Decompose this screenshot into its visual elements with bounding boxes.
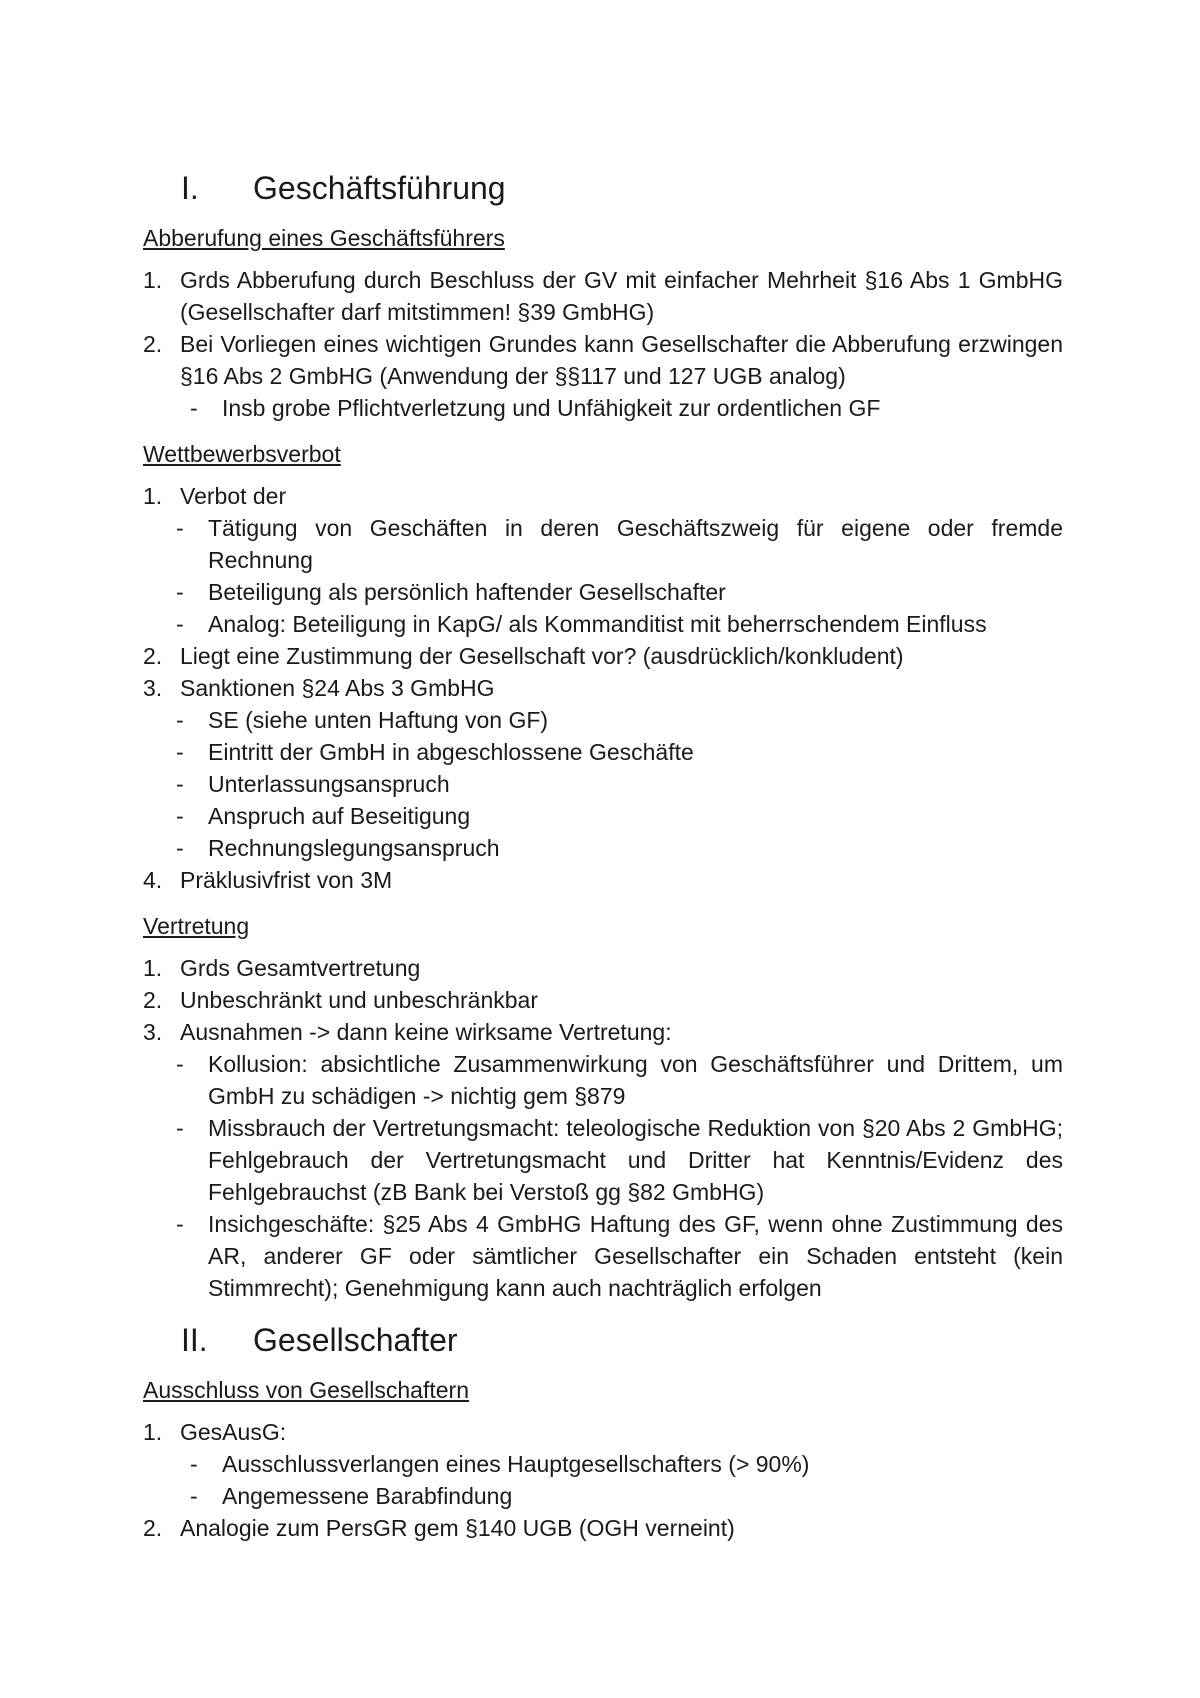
list-number: 1. xyxy=(143,483,163,509)
bullet-item xyxy=(173,576,1063,608)
list-number: 2. xyxy=(143,643,163,669)
bullet-item xyxy=(173,736,1063,768)
bullet-dash: - xyxy=(176,515,184,541)
section-heading xyxy=(181,168,1063,208)
bullet-text: Ausschlussverlangen eines Hauptgesellschafters (> 90%) xyxy=(222,1451,810,1477)
bullet-dash: - xyxy=(190,1483,198,1509)
list-number: 3. xyxy=(143,1019,163,1045)
list-item xyxy=(143,1016,1063,1304)
bullet-list xyxy=(176,704,1063,864)
bullet-item xyxy=(173,1048,1063,1112)
list-item-text: Sanktionen §24 Abs 3 GmbHG xyxy=(180,675,495,701)
list-item-text: Liegt eine Zustimmung der Gesellschaft vor? (ausdrücklich/konkludent) xyxy=(180,643,904,669)
bullet-dash: - xyxy=(190,1451,198,1477)
bullet-list xyxy=(180,392,1063,424)
bullet-text: Analog: Beteiligung in KapG/ als Kommanditist mit beherrschendem Einfluss xyxy=(208,611,987,637)
bullet-dash: - xyxy=(176,835,184,861)
list-item-text: GesAusG: xyxy=(180,1419,287,1445)
list-number: 3. xyxy=(143,675,163,701)
list-number: 4. xyxy=(143,867,163,893)
bullet-dash: - xyxy=(190,395,198,421)
list-item xyxy=(143,864,1063,896)
list-item-text: Bei Vorliegen eines wichtigen Grundes kann Gesellschafter die Abberufung erzwingen §16 Abs 2 GmbHG (Anwendung der §§117 und 127 UGB analog) xyxy=(180,331,1063,389)
list-number: 2. xyxy=(143,987,163,1013)
bullet-text: Anspruch auf Beseitigung xyxy=(208,803,471,829)
numbered-list xyxy=(143,264,1063,424)
list-item xyxy=(143,1416,1063,1512)
list-item xyxy=(143,264,1063,328)
bullet-dash: - xyxy=(176,1051,184,1077)
document-page xyxy=(143,160,1063,1558)
bullet-text: Angemessene Barabfindung xyxy=(222,1483,513,1509)
section-title: Geschäftsführung xyxy=(253,170,506,206)
bullet-dash: - xyxy=(176,771,184,797)
bullet-text: SE (siehe unten Haftung von GF) xyxy=(208,707,549,733)
bullet-list xyxy=(176,1048,1063,1304)
bullet-item xyxy=(173,704,1063,736)
bullet-item xyxy=(187,392,1063,424)
list-item-text: Grds Abberufung durch Beschluss der GV mit einfacher Mehrheit §16 Abs 1 GmbHG (Gesellschafter darf mitstimmen! §39 GmbHG) xyxy=(180,267,1063,325)
bullet-dash: - xyxy=(176,1115,184,1141)
bullet-text: Beteiligung als persönlich haftender Gesellschafter xyxy=(208,579,726,605)
section-number: II. xyxy=(181,1322,208,1358)
subsection-heading: Ausschluss von Gesellschaftern xyxy=(143,1377,469,1403)
list-item-text: Analogie zum PersGR gem §140 UGB (OGH verneint) xyxy=(180,1515,735,1541)
bullet-text: Kollusion: absichtliche Zusammenwirkung von Geschäftsführer und Drittem, um GmbH zu schädigen -> nichtig gem §879 xyxy=(208,1051,1063,1109)
subsection-heading: Vertretung xyxy=(143,913,250,939)
list-item xyxy=(143,480,1063,640)
section-heading xyxy=(181,1320,1063,1360)
section-number: I. xyxy=(181,170,199,206)
bullet-text: Unterlassungsanspruch xyxy=(208,771,450,797)
list-item xyxy=(143,672,1063,864)
list-number: 2. xyxy=(143,1515,163,1541)
list-item-text: Präklusivfrist von 3M xyxy=(180,867,393,893)
bullet-item xyxy=(187,1448,1063,1480)
subsection-heading: Abberufung eines Geschäftsführers xyxy=(143,225,505,251)
numbered-list xyxy=(143,952,1063,1304)
numbered-list xyxy=(143,480,1063,896)
bullet-item xyxy=(187,1480,1063,1512)
section-title: Gesellschafter xyxy=(253,1322,458,1358)
bullet-text: Tätigung von Geschäften in deren Geschäftszweig für eigene oder fremde Rechnung xyxy=(208,515,1063,573)
bullet-text: Rechnungslegungsanspruch xyxy=(208,835,500,861)
bullet-text: Eintritt der GmbH in abgeschlossene Geschäfte xyxy=(208,739,694,765)
bullet-list xyxy=(176,512,1063,640)
bullet-item xyxy=(173,512,1063,576)
bullet-dash: - xyxy=(176,579,184,605)
bullet-item xyxy=(173,768,1063,800)
bullet-item xyxy=(173,832,1063,864)
list-item xyxy=(143,1512,1063,1544)
list-item-text: Verbot der xyxy=(180,483,287,509)
bullet-item xyxy=(173,608,1063,640)
bullet-dash: - xyxy=(176,611,184,637)
bullet-item xyxy=(173,800,1063,832)
list-number: 1. xyxy=(143,1419,163,1445)
list-item xyxy=(143,640,1063,672)
list-item xyxy=(143,984,1063,1016)
bullet-dash: - xyxy=(176,1211,184,1237)
list-number: 1. xyxy=(143,955,163,981)
list-number: 1. xyxy=(143,267,163,293)
subsection-heading: Wettbewerbsverbot xyxy=(143,441,341,467)
list-item-text: Grds Gesamtvertretung xyxy=(180,955,421,981)
list-item xyxy=(143,328,1063,424)
bullet-text: Insichgeschäfte: §25 Abs 4 GmbHG Haftung des GF, wenn ohne Zustimmung des AR, anderer GF oder sämtlicher Gesellschafter ein Schaden entsteht (kein Stimmrecht); Genehmigung kann auch nachträglich erfolgen xyxy=(208,1211,1063,1301)
bullet-item xyxy=(173,1112,1063,1208)
bullet-dash: - xyxy=(176,803,184,829)
bullet-list xyxy=(180,1448,1063,1512)
bullet-text: Insb grobe Pflichtverletzung und Unfähigkeit zur ordentlichen GF xyxy=(222,395,881,421)
numbered-list xyxy=(143,1416,1063,1544)
list-item xyxy=(143,952,1063,984)
list-item-text: Unbeschränkt und unbeschränkbar xyxy=(180,987,539,1013)
bullet-dash: - xyxy=(176,707,184,733)
bullet-text: Missbrauch der Vertretungsmacht: teleologische Reduktion von §20 Abs 2 GmbHG; Fehlgebrauch der Vertretungsmacht und Dritter hat Kenntnis/Evidenz des Fehlgebrauchst (zB Bank bei Verstoß gg §82 GmbHG) xyxy=(208,1115,1063,1205)
bullet-item xyxy=(173,1208,1063,1304)
bullet-dash: - xyxy=(176,739,184,765)
list-item-text: Ausnahmen -> dann keine wirksame Vertretung: xyxy=(180,1019,672,1045)
list-number: 2. xyxy=(143,331,163,357)
